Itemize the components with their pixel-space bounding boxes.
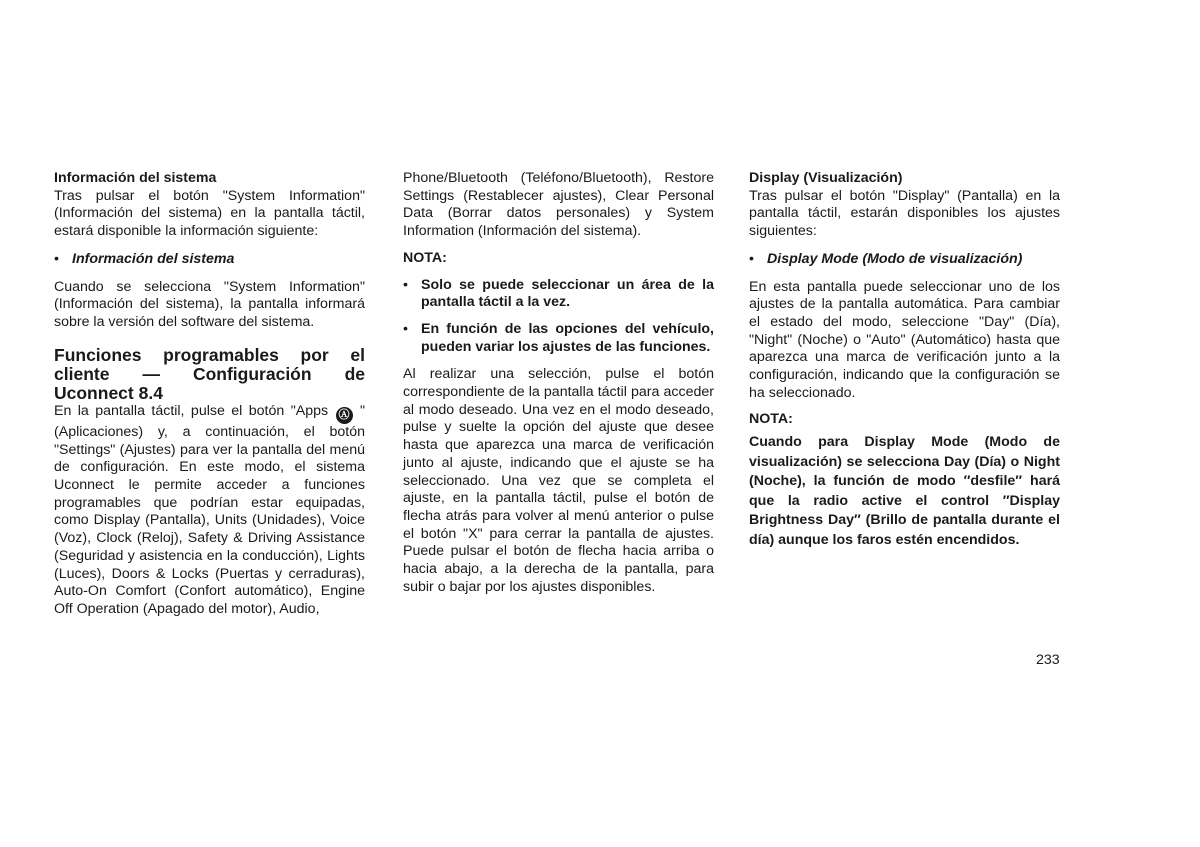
note-paragraph: Cuando para Display Mode (Modo de visualización) se selecciona Day (Día) o Night (Noche), la función de modo ″desfile″ hará que la radio active el control ″Display Brightness Day″ (Brillo de pantalla durante el día) aunque los faros estén encendidos. [749, 434, 1060, 548]
bullet-dot-icon: • [749, 250, 754, 267]
section-heading-programmable-functions: Funciones programables por el cliente — Configuración de Uconnect 8.4 [54, 344, 365, 403]
note-text: En función de las opciones del vehículo, pueden variar los ajustes de las funciones. [421, 320, 714, 355]
paragraph: Tras pulsar el botón "System Information" (Información del sistema) en la pantalla táctil, estará disponible la información siguiente: [54, 187, 365, 240]
note-text: Solo se puede seleccionar un área de la pantalla táctil a la vez. [421, 276, 714, 311]
apps-icon: Ⓐ [336, 407, 353, 424]
paragraph-apps-settings [54, 403, 365, 619]
nota-label: NOTA: [749, 411, 793, 428]
paragraph: En esta pantalla puede seleccionar uno de los ajustes de la pantalla automática. Para cambiar el estado del modo, seleccione "Day" (Día), "Night" (Noche) o "Auto" (Automático) hasta que aparezca una marca de verificación junto a la configuración, indicando que la configuración se ha seleccionado. [749, 278, 1060, 401]
column-left [54, 170, 365, 619]
bullet-dot-icon: • [403, 320, 408, 337]
note-bullet [403, 321, 714, 356]
bullet-dot-icon: • [403, 276, 408, 293]
bullet-item [749, 251, 1060, 269]
bullet-dot-icon: • [54, 250, 59, 267]
bullet-item [54, 251, 365, 269]
bullet-text: Información del sistema [72, 250, 235, 267]
section-heading-display: Display (Visualización) [749, 170, 903, 186]
note-bullet [403, 277, 714, 312]
paragraph: Cuando se selecciona "System Information" (Información del sistema), la pantalla informará sobre la versión del software del sistema. [54, 278, 365, 330]
paragraph: Phone/Bluetooth (Teléfono/Bluetooth), Restore Settings (Restablecer ajustes), Clear Personal Data (Borrar datos personales) y System Information (Información del sistema). [403, 170, 714, 240]
column-right [749, 170, 1060, 550]
nota-label: NOTA: [403, 249, 447, 266]
paragraph: Al realizar una selección, pulse el botón correspondiente de la pantalla táctil para acceder al modo deseado. Una vez en el modo deseado, pulse y suelte la opción del ajuste que desee hasta que aparezca una marca de verificación junto al ajuste, indicando que el ajuste se ha seleccionado. Una vez que se completa el ajuste, en la pantalla táctil, pulse el botón de flecha atrás para volver al menú anterior o pulse el botón "X" para cerrar la pantalla de ajustes. Puede pulsar el botón de flecha hacia arriba o hacia abajo, a la derecha de la pantalla, para subir o bajar por los ajustes disponibles. [403, 366, 714, 595]
bullet-text: Display Mode (Modo de visualización) [767, 250, 1023, 267]
column-middle [403, 170, 714, 596]
page-number: 233 [1036, 652, 1060, 668]
paragraph: Tras pulsar el botón "Display" (Pantalla) en la pantalla táctil, estarán disponibles los ajustes siguientes: [749, 187, 1060, 240]
paragraph-text-a: En la pantalla táctil, pulse el botón "Apps [54, 402, 329, 419]
paragraph-text-b: " (Aplicaciones) y, a continuación, el botón "Settings" (Ajustes) para ver la pantalla del menú de configuración. En este modo, el sistema Uconnect le permite acceder a funciones programables que podrían estar equipadas, como Display (Pantalla), Units (Unidades), Voice (Voz), Clock (Reloj), Safety & Driving Assistance (Seguridad y asistencia en la conducción), Lights (Luces), Doors & Locks (Puertas y cerraduras), Auto-On Comfort (Confort automático), Engine Off Operation (Apagado del motor), Audio, [54, 402, 365, 617]
section-heading-system-info: Información del sistema [54, 170, 217, 186]
